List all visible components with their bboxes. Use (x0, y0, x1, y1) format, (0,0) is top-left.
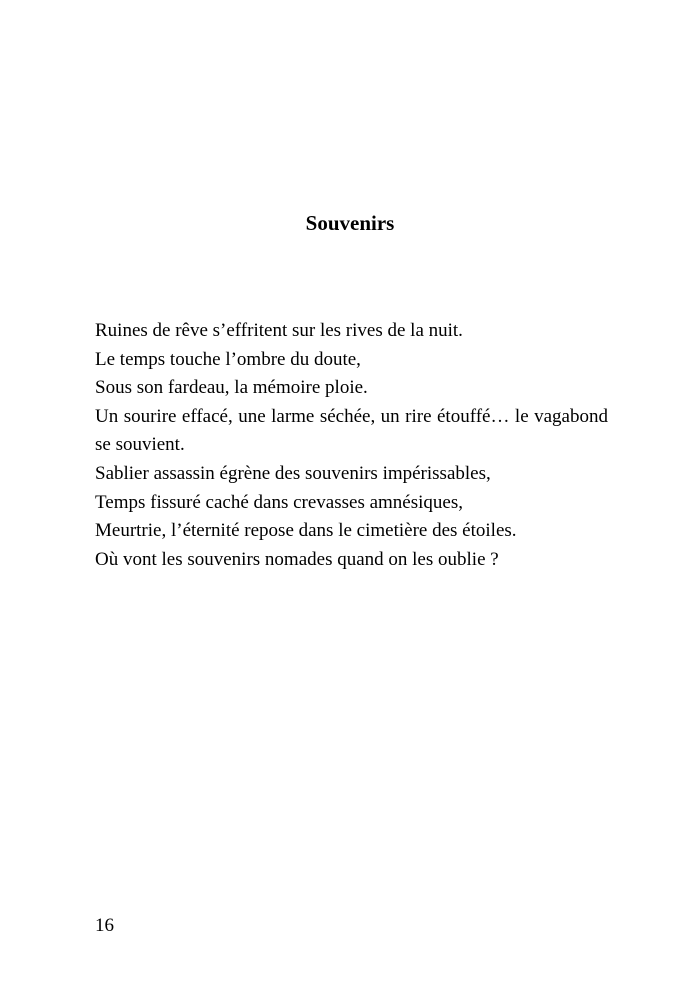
poem-title: Souvenirs (305, 211, 395, 235)
poem-line: Sous son fardeau, la mémoire ploie. (95, 377, 368, 399)
poem-line: Ruines de rêve s’effritent sur les rives de la nuit. (95, 320, 463, 341)
poem-line: Sablier assassin égrène des souvenirs impérissables, (95, 462, 491, 484)
page-number: 16 (95, 915, 114, 936)
poem-line: Un sourire effacé, une larme séchée, un rire étouffé… le vagabond se souvient. (95, 405, 608, 456)
poem-body (95, 317, 608, 574)
poem-line: Le temps touche l’ombre du doute, (95, 348, 361, 370)
poem-line: Où vont les souvenirs nomades quand on les oublie ? (95, 548, 499, 570)
poem-line: Meurtrie, l’éternité repose dans le cimetière des étoiles. (95, 520, 517, 542)
poem-line: Temps fissuré caché dans crevasses amnésiques, (95, 491, 463, 513)
